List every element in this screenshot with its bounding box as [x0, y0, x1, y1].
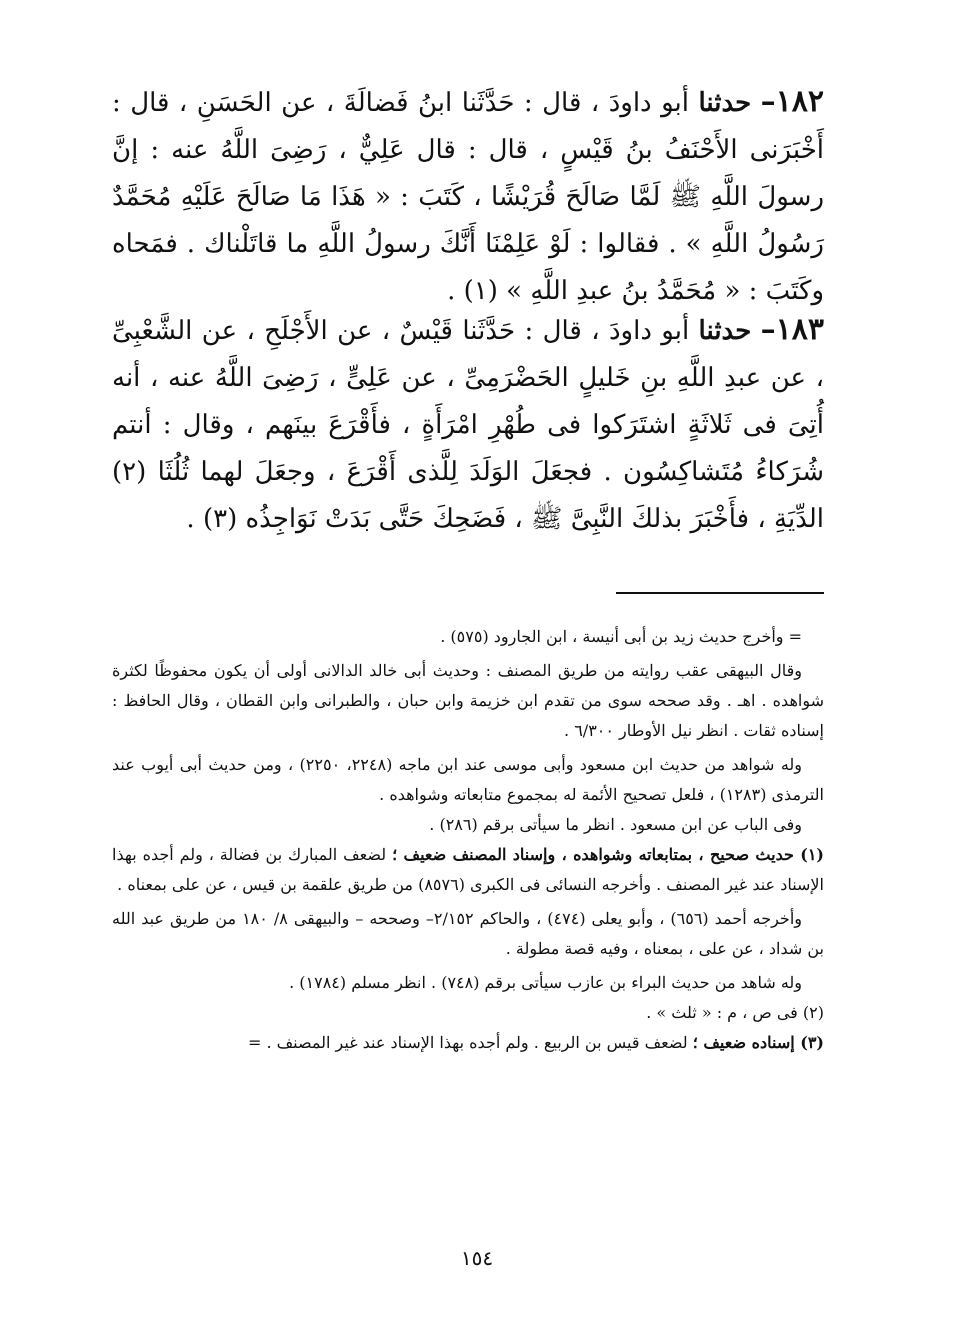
- footnote-text: وقال البيهقى عقب روايته من طريق المصنف : وحديث أبى خالد الدالانى أولى أن يكون محفوظًا لكثرة شواهده . اهـ . وقد صححه سوى من تقدم ابن خزيمة وابن حبان ، والطبرانى وابن القطان ، وقال الحافظ : إسناده ثقات . انظر نيل الأوطار ٦/٣٠٠ .: [112, 661, 824, 740]
- footnote-text: (٢) فى ص ، م : « ثلث » .: [646, 1003, 824, 1022]
- hadith-text: أبو داودَ ، قال : حَدَّثَنا ابنُ فَضالَةَ ، عن الحَسَنِ ، قال : أَخْبَرَنى الأَحْنَفُ بنُ قَيْسٍ ، قال : قال عَلِيٌّ ، رَضِىَ اللَّهُ عنه : إنَّ رسولَ اللَّهِ ﷺ لَمَّا صَالَحَ قُرَيْشًا ، كَتَبَ : « هَذَا مَا صَالَحَ عَلَيْهِ مُحَمَّدٌ رَسُولُ اللَّهِ » . فقالوا : لَوْ عَلِمْنَا أَنَّكَ رسولُ اللَّهِ ما قاتَلْناك . فمَحاه وكَتَبَ : « مُحَمَّدُ بنُ عبدِ اللَّهِ » (١) .: [112, 88, 824, 306]
- footnote-text: لضعف المبارك بن فضالة ، ولم أجده بهذا الإسناد عند غير المصنف . وأخرجه النسائى فى الكبرى (٨٥٧٦) من طريق علقمة بن قيس ، عن على بمعناه .: [112, 845, 824, 894]
- footnote-lead: (١) حديث صحيح ، بمتابعاته وشواهده ، وإسناد المصنف ضعيف ؛: [392, 845, 824, 864]
- footnote-line: [112, 656, 824, 746]
- hadith-lead-word: حدثنا: [698, 88, 752, 118]
- hadith-text: أبو داودَ ، قال : حَدَّثَنا قَيْسٌ ، عن الأَجْلَحِ ، عن الشَّعْبِىِّ ، عن عبدِ اللَّهِ بنِ خَليلٍ الحَضْرَمِىِّ ، عن عَلِىٍّ ، رَضِىَ اللَّهُ عنه ، أنه أُتِىَ فى ثَلاثَةٍ اشتَرَكوا فى طُهْرِ امْرَأَةٍ ، فأَقْرَعَ بينَهم ، وقال : أنتم شُرَكاءُ مُتَشاكِسُون . فجعَلَ الوَلَدَ لِلَّذى أَقْرَعَ ، وجعَلَ لهما ثُلُثَا (٢) الدِّيَةِ ، فأَخْبَرَ بذلكَ النَّبِىَّ ﷺ ، فَضَحِكَ حَتَّى بَدَتْ نَوَاجِذُه (٣) .: [112, 316, 824, 534]
- footnote-line: [112, 968, 824, 998]
- footnote-text: وله شواهد من حديث ابن مسعود وأبى موسى عند ابن ماجه (٢٢٤٨، ٢٢٥٠) ، ومن حديث أبى أيوب عند الترمذى (١٢٨٣) ، فلعل تصحيح الأئمة له بمجموع متابعاته وشواهده .: [112, 755, 824, 804]
- footnote-text: وأخرجه أحمد (٦٥٦) ، وأبو يعلى (٤٧٤) ، والحاكم ٢/١٥٢– وصححه – والبيهقى ٨/ ١٨٠ من طريق عبد الله بن شداد ، عن على ، بمعناه ، وفيه قصة مطولة .: [112, 909, 824, 958]
- footnote-3: [112, 1028, 824, 1058]
- footnote-line: [112, 904, 824, 964]
- hadith-182: [112, 78, 824, 315]
- footnote-lead: (٣) إسناده ضعيف ؛: [692, 1033, 824, 1052]
- hadith-number: ١٨٣–: [760, 312, 824, 347]
- hadith-number: ١٨٢–: [760, 84, 825, 119]
- footnotes: [112, 622, 824, 1058]
- footnote-line: [112, 810, 824, 840]
- hadith-183: [112, 306, 824, 543]
- footnote-text: وفى الباب عن ابن مسعود . انظر ما سيأتى برقم (٢٨٦) .: [429, 815, 802, 834]
- footnote-text: = وأخرج حديث زيد بن أبى أنيسة ، ابن الجارود (٥٧٥) .: [440, 627, 802, 646]
- footnote-text: لضعف قيس بن الربيع . ولم أجده بهذا الإسناد عند غير المصنف . =: [247, 1033, 688, 1052]
- hadith-lead-word: حدثنا: [698, 316, 752, 346]
- footnote-2: [112, 998, 824, 1028]
- footnote-line: [112, 622, 824, 652]
- footnote-1: [112, 840, 824, 900]
- footnote-line: [112, 750, 824, 810]
- hadith-182-paragraph: [112, 78, 824, 315]
- hadith-183-paragraph: [112, 306, 824, 543]
- page-number: ١٥٤: [460, 1246, 494, 1270]
- footnote-separator: [616, 592, 824, 594]
- footnote-text: وله شاهد من حديث البراء بن عازب سيأتى برقم (٧٤٨) . انظر مسلم (١٧٨٤) .: [289, 973, 802, 992]
